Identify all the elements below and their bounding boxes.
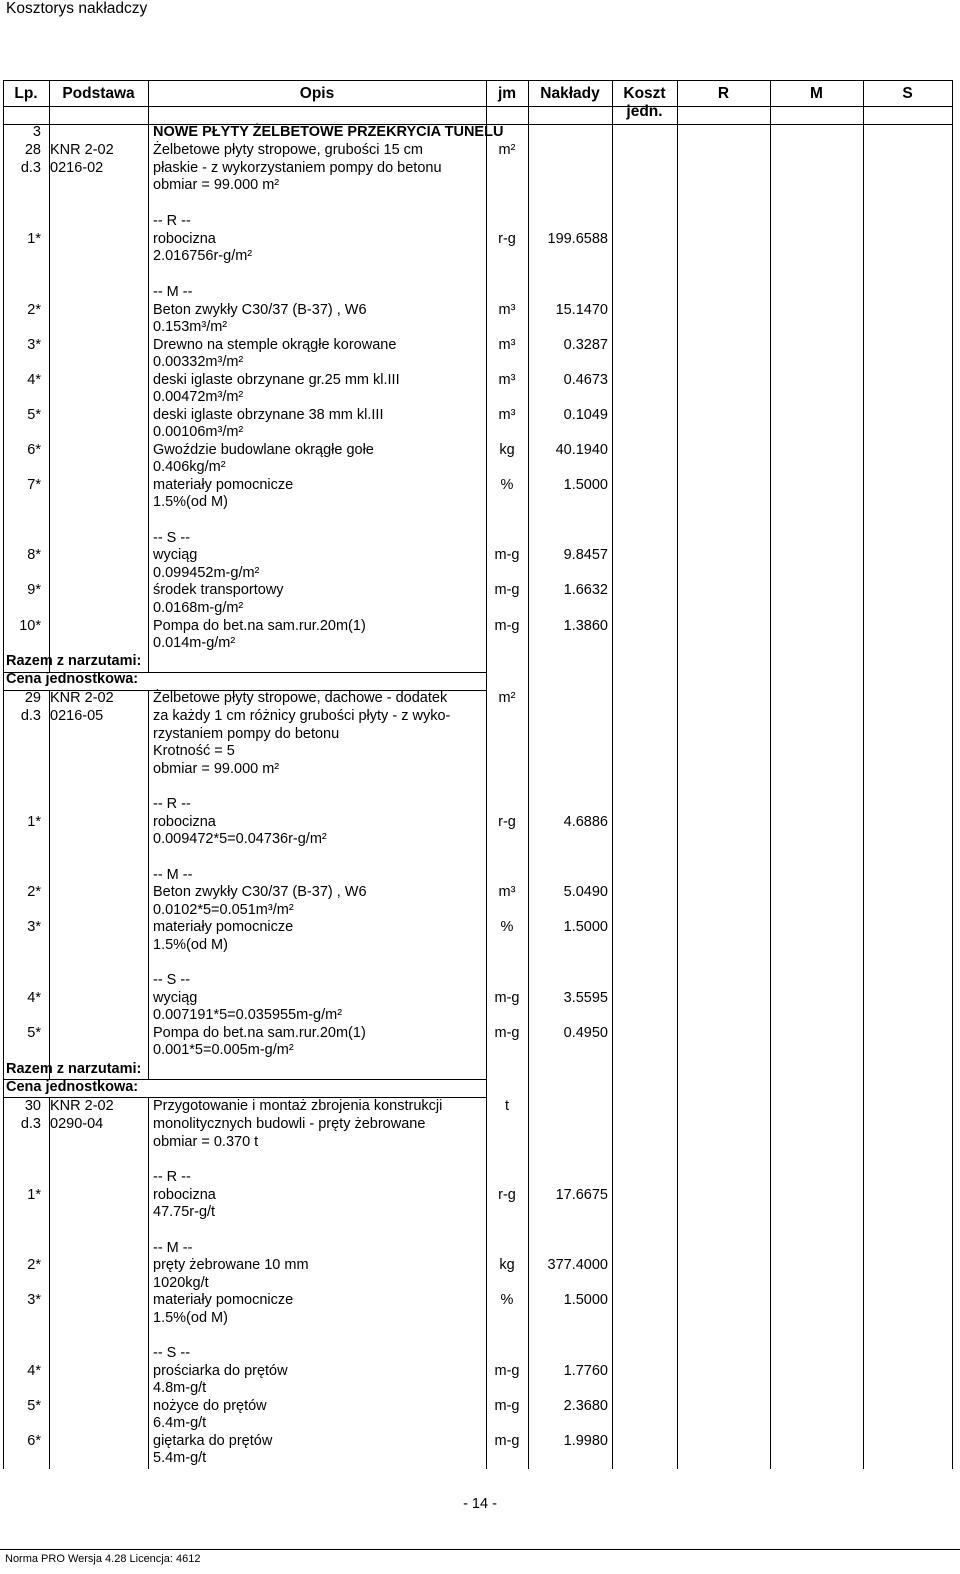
row-lp: 3: [32, 124, 41, 140]
row-lp: 3*: [27, 337, 41, 353]
row-description: 0.0102*5=0.051m³/m²: [153, 902, 294, 918]
row-naklady: 0.4950: [563, 1025, 608, 1041]
header-naklady: Nakłady: [540, 85, 600, 102]
row-description: płaskie - z wykorzystaniem pompy do betonu: [153, 160, 442, 176]
row-description: Krotność = 5: [153, 743, 235, 759]
row-unit: m-g: [494, 582, 520, 598]
row-lp: 28: [24, 142, 41, 158]
row-description: 0.001*5=0.005m-g/m²: [153, 1042, 294, 1058]
row-description: 0.00332m³/m²: [153, 354, 244, 370]
row-description: robocizna: [153, 814, 216, 830]
row-unit: m-g: [494, 1398, 520, 1414]
row-naklady: 1.5000: [563, 919, 608, 935]
row-naklady: 1.7760: [563, 1363, 608, 1379]
row-naklady: 5.0490: [563, 884, 608, 900]
row-description: -- M --: [153, 1240, 193, 1256]
row-naklady: 2.3680: [563, 1398, 608, 1414]
summary-label: Cena jednostkowa:: [6, 1079, 139, 1095]
row-unit: m³: [498, 372, 516, 388]
header-r: R: [717, 85, 730, 102]
row-description: 1020kg/t: [153, 1275, 209, 1291]
row-description: 2.016756r-g/m²: [153, 248, 253, 264]
header-opis: Opis: [299, 85, 335, 102]
row-lp: 5*: [27, 1398, 41, 1414]
row-naklady: 199.6588: [547, 231, 608, 247]
row-naklady: 1.9980: [563, 1433, 608, 1449]
row-description: robocizna: [153, 1187, 216, 1203]
row-podstawa: 0216-02: [50, 160, 104, 176]
row-lp: 7*: [27, 477, 41, 493]
row-lp: 3*: [27, 1292, 41, 1308]
row-description: 0.007191*5=0.035955m-g/m²: [153, 1007, 343, 1023]
row-lp: 10*: [19, 618, 41, 634]
row-description: Beton zwykły C30/37 (B-37) , W6: [153, 884, 367, 900]
row-lp: 4*: [27, 1363, 41, 1379]
row-description: 0.099452m-g/m²: [153, 565, 260, 581]
row-podstawa: KNR 2-02: [50, 1098, 114, 1114]
row-description: giętarka do prętów: [153, 1433, 273, 1449]
row-description: -- M --: [153, 867, 193, 883]
row-description: 5.4m-g/t: [153, 1450, 207, 1466]
row-lp: 1*: [27, 814, 41, 830]
row-naklady: 1.5000: [563, 477, 608, 493]
row-unit: m-g: [494, 1433, 520, 1449]
row-lp: 6*: [27, 442, 41, 458]
row-lp: 3*: [27, 919, 41, 935]
row-podstawa: KNR 2-02: [50, 142, 114, 158]
row-unit: %: [500, 1292, 514, 1308]
row-description: 1.5%(od M): [153, 937, 228, 953]
row-lp: 8*: [27, 547, 41, 563]
row-description: -- S --: [153, 1345, 191, 1361]
row-naklady: 0.4673: [563, 372, 608, 388]
row-lp: d.3: [20, 160, 41, 176]
row-unit: r-g: [498, 814, 516, 830]
row-description: 0.153m³/m²: [153, 319, 228, 335]
row-description: -- S --: [153, 530, 191, 546]
row-lp: 5*: [27, 407, 41, 423]
row-lp: 1*: [27, 1187, 41, 1203]
row-naklady: 17.6675: [555, 1187, 608, 1203]
row-unit: m-g: [494, 1363, 520, 1379]
row-lp: 2*: [27, 1257, 41, 1273]
header-m: M: [810, 85, 823, 102]
row-description: nożyce do prętów: [153, 1398, 267, 1414]
row-podstawa: KNR 2-02: [50, 690, 114, 706]
row-lp: 30: [24, 1098, 41, 1114]
row-unit: t: [504, 1098, 510, 1114]
row-naklady: 9.8457: [563, 547, 608, 563]
summary-label: Razem z narzutami:: [6, 653, 142, 669]
row-description: obmiar = 0.370 t: [153, 1134, 259, 1150]
row-unit: m³: [498, 337, 516, 353]
row-unit: m³: [498, 302, 516, 318]
page-number: - 14 -: [463, 1496, 497, 1512]
row-unit: m-g: [494, 1025, 520, 1041]
row-description: deski iglaste obrzynane 38 mm kl.III: [153, 407, 384, 423]
row-description: monolitycznych budowli - pręty żebrowane: [153, 1116, 426, 1132]
row-description: Beton zwykły C30/37 (B-37) , W6: [153, 302, 367, 318]
row-naklady: 40.1940: [555, 442, 608, 458]
row-unit: m³: [498, 884, 516, 900]
row-unit: kg: [499, 442, 515, 458]
row-description: materiały pomocnicze: [153, 919, 294, 935]
row-lp: 4*: [27, 990, 41, 1006]
row-description: 0.0168m-g/m²: [153, 600, 244, 616]
row-description: 0.014m-g/m²: [153, 635, 236, 651]
row-description: 0.00472m³/m²: [153, 389, 244, 405]
row-lp: 1*: [27, 231, 41, 247]
row-naklady: 4.6886: [563, 814, 608, 830]
row-description: obmiar = 99.000 m²: [153, 177, 280, 193]
row-description: -- R --: [153, 1169, 191, 1185]
row-lp: 6*: [27, 1433, 41, 1449]
row-podstawa: 0216-05: [50, 708, 104, 724]
row-unit: r-g: [498, 231, 516, 247]
footer-text: Norma PRO Wersja 4.28 Licencja: 4612: [5, 1553, 201, 1565]
row-description: 6.4m-g/t: [153, 1415, 207, 1431]
row-naklady: 1.3860: [563, 618, 608, 634]
row-description: Żelbetowe płyty stropowe, dachowe - dodatek: [153, 690, 448, 706]
row-lp: d.3: [20, 708, 41, 724]
row-description: materiały pomocnicze: [153, 477, 294, 493]
header-jm: jm: [497, 85, 517, 102]
row-unit: r-g: [498, 1187, 516, 1203]
header-jedn: jedn.: [626, 103, 663, 120]
row-naklady: 377.4000: [547, 1257, 608, 1273]
summary-label: Razem z narzutami:: [6, 1061, 142, 1077]
row-lp: 2*: [27, 302, 41, 318]
row-description: wyciąg: [153, 990, 198, 1006]
row-description: 0.00106m³/m²: [153, 424, 244, 440]
row-description: robocizna: [153, 231, 216, 247]
row-naklady: 3.5595: [563, 990, 608, 1006]
row-naklady: 0.1049: [563, 407, 608, 423]
app-title: Kosztorys nakładczy: [6, 0, 148, 17]
row-podstawa: 0290-04: [50, 1116, 104, 1132]
row-description: środek transportowy: [153, 582, 284, 598]
row-description: deski iglaste obrzynane gr.25 mm kl.III: [153, 372, 400, 388]
row-lp: 9*: [27, 582, 41, 598]
row-description: Pompa do bet.na sam.rur.20m(1): [153, 1025, 366, 1041]
row-lp: 5*: [27, 1025, 41, 1041]
row-naklady: 1.5000: [563, 1292, 608, 1308]
row-naklady: 1.6632: [563, 582, 608, 598]
row-description: materiały pomocnicze: [153, 1292, 294, 1308]
row-description: Gwoździe budowlane okrągłe gołe: [153, 442, 374, 458]
row-description: 1.5%(od M): [153, 494, 228, 510]
row-unit: m-g: [494, 618, 520, 634]
row-description: Drewno na stemple okrągłe korowane: [153, 337, 397, 353]
header-s: S: [902, 85, 913, 102]
row-naklady: 0.3287: [563, 337, 608, 353]
row-description: za każdy 1 cm różnicy grubości płyty - z wyko-: [153, 708, 451, 724]
header-podstawa: Podstawa: [62, 85, 135, 102]
row-description: pręty żebrowane 10 mm: [153, 1257, 309, 1273]
row-description: prościarka do prętów: [153, 1363, 288, 1379]
row-unit: kg: [499, 1257, 515, 1273]
row-unit: %: [500, 919, 514, 935]
row-unit: m²: [498, 142, 516, 158]
row-lp: 4*: [27, 372, 41, 388]
row-description: obmiar = 99.000 m²: [153, 761, 280, 777]
row-unit: %: [500, 477, 514, 493]
row-description: -- R --: [153, 213, 191, 229]
row-description: rzystaniem pompy do betonu: [153, 726, 340, 742]
row-description: 0.009472*5=0.04736r-g/m²: [153, 831, 327, 847]
row-description: Przygotowanie i montaż zbrojenia konstrukcji: [153, 1098, 443, 1114]
row-description: 0.406kg/m²: [153, 459, 226, 475]
header-koszt: Koszt: [623, 85, 666, 102]
row-description: Pompa do bet.na sam.rur.20m(1): [153, 618, 366, 634]
section-heading: NOWE PŁYTY ŻELBETOWE PRZEKRYCIA TUNELU: [153, 124, 504, 140]
row-description: -- S --: [153, 972, 191, 988]
row-lp: 2*: [27, 884, 41, 900]
row-lp: 29: [24, 690, 41, 706]
row-description: Żelbetowe płyty stropowe, grubości 15 cm: [153, 142, 423, 158]
row-unit: m-g: [494, 547, 520, 563]
row-naklady: 15.1470: [555, 302, 608, 318]
row-description: 1.5%(od M): [153, 1310, 228, 1326]
footer-divider: [0, 1549, 960, 1550]
row-unit: m³: [498, 407, 516, 423]
row-unit: m-g: [494, 990, 520, 1006]
row-description: wyciąg: [153, 547, 198, 563]
row-description: -- M --: [153, 284, 193, 300]
row-unit: m²: [498, 690, 516, 706]
header-lp: Lp.: [14, 85, 38, 102]
row-description: -- R --: [153, 796, 191, 812]
row-lp: d.3: [20, 1116, 41, 1132]
row-description: 47.75r-g/t: [153, 1204, 216, 1220]
summary-label: Cena jednostkowa:: [6, 671, 139, 687]
row-description: 4.8m-g/t: [153, 1380, 207, 1396]
